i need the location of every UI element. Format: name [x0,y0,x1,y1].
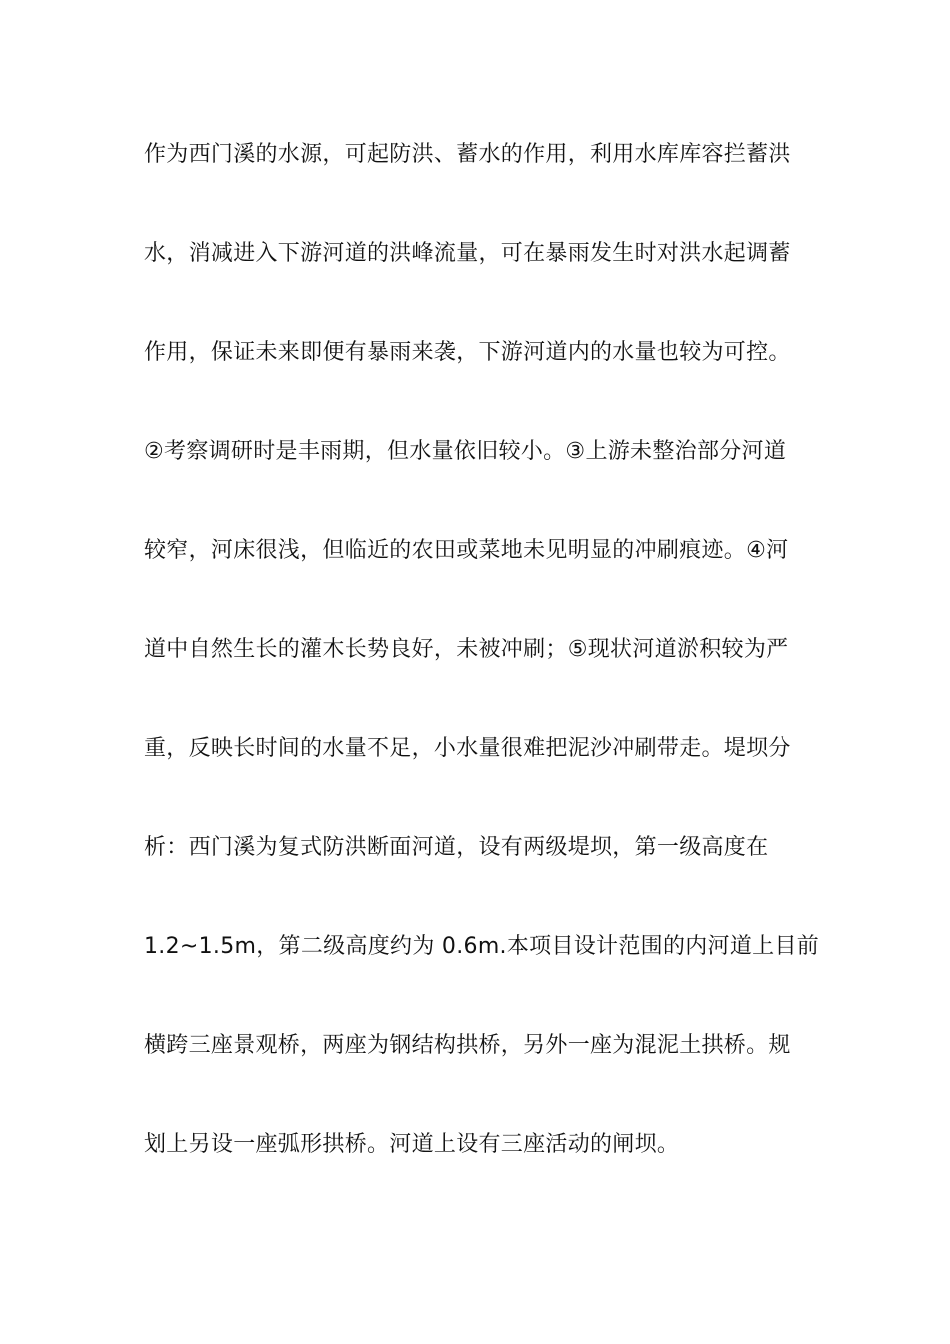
text-line-4: ②考察调研时是丰雨期，但水量依旧较小。③上游未整治部分河道 [144,439,787,464]
text-line-8: 析：西门溪为复式防洪断面河道，设有两级堤坝，第一级高度在 [144,835,769,860]
text-line-9: 1.2~1.5m，第二级高度约为 0.6m.本项目设计范围的内河道上目前 [144,934,820,959]
paragraph [144,130,820,1219]
text-line-5: 较窄，河床很浅，但临近的农田或菜地未见明显的冲刷痕迹。④河 [144,538,789,563]
text-line-6: 道中自然生长的灌木长势良好，未被冲刷；⑤现状河道淤积较为严 [144,637,789,662]
text-line-1: 作为西门溪的水源，可起防洪、蓄水的作用，利用水库库容拦蓄洪 [144,142,791,167]
text-line-7: 重，反映长时间的水量不足，小水量很难把泥沙冲刷带走。堤坝分 [144,736,791,761]
text-line-3: 作用，保证未来即便有暴雨来袭，下游河道内的水量也较为可控。 [144,340,791,365]
text-line-11: 划上另设一座弧形拱桥。河道上设有三座活动的闸坝。 [144,1132,680,1157]
text-line-2: 水，消减进入下游河道的洪峰流量，可在暴雨发生时对洪水起调蓄 [144,241,791,266]
text-line-10: 横跨三座景观桥，两座为钢结构拱桥，另外一座为混泥土拱桥。规 [144,1033,791,1058]
